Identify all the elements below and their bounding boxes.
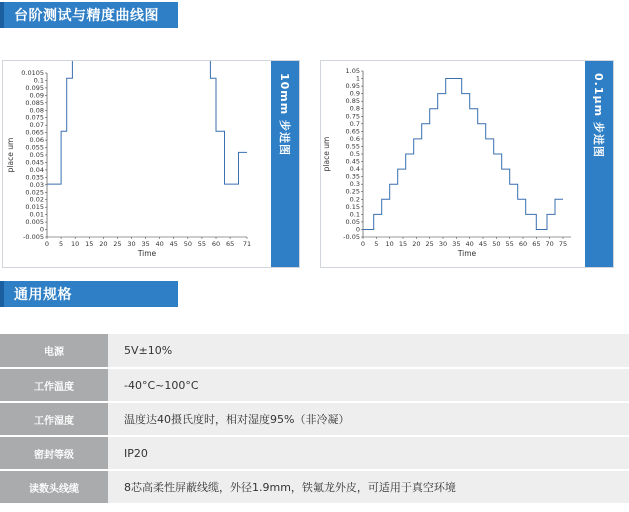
x-tick-label: 15	[398, 240, 408, 248]
y-tick-label: 0.075	[25, 113, 44, 122]
x-tick-label: 65	[532, 240, 541, 248]
chart-side-label: 0.1μm 步进图	[592, 73, 605, 158]
y-tick-label: 0.055	[25, 143, 44, 152]
x-tick-label: 40	[465, 240, 474, 248]
y-tick-label: 0.03	[29, 180, 44, 189]
y-tick-label: 0	[355, 225, 360, 234]
x-tick-label: 20	[412, 240, 421, 248]
y-tick-label: 0.25	[345, 187, 360, 196]
y-tick-label: 0.95	[345, 82, 360, 91]
y-tick-label: 0.8	[349, 104, 360, 113]
x-tick-label: 15	[85, 240, 94, 248]
y-tick-label: 0.7	[349, 119, 360, 128]
y-tick-label: 1	[355, 74, 360, 83]
x-axis-label: Time	[457, 249, 477, 258]
x-tick-label: 50	[183, 240, 192, 248]
y-tick-label: 0.025	[25, 188, 44, 197]
x-tick-label: 10	[71, 240, 80, 248]
x-tick-label: 71	[242, 240, 252, 248]
y-tick-label: 0.4	[349, 165, 360, 174]
y-tick-label: 0.3	[349, 180, 360, 189]
y-tick-label: -0.005	[23, 233, 44, 241]
y-tick-label: 0.2	[349, 195, 360, 204]
spec-label: 工作温度	[0, 368, 108, 402]
spec-table	[0, 334, 629, 505]
y-tick-label: 0.07	[29, 121, 44, 130]
x-tick-label: 45	[478, 240, 488, 248]
y-tick-label: 0.05	[345, 217, 360, 226]
y-tick-label: 0.01	[29, 210, 44, 219]
y-tick-label: 0.005	[25, 218, 44, 227]
y-tick-label: 0	[39, 225, 44, 234]
y-tick-label: 0.6	[349, 134, 360, 143]
y-tick-label: 0.045	[25, 158, 44, 167]
spec-label: 读数头线缆	[0, 470, 108, 504]
chart-card-01um	[320, 60, 614, 268]
x-tick-label: 0	[44, 240, 50, 248]
spec-value: 温度达40摄氏度时，相对湿度95%（非冷凝）	[108, 402, 629, 436]
y-tick-label: 0.06	[29, 136, 44, 145]
series-line	[47, 61, 247, 184]
y-tick-label: 0.9	[349, 89, 360, 98]
y-axis-label: place um	[6, 137, 15, 173]
table-row	[0, 436, 629, 470]
x-tick-label: 55	[505, 240, 514, 248]
spec-value: -40°C~100°C	[108, 368, 629, 402]
y-tick-label: 0.05	[29, 151, 44, 159]
table-row	[0, 470, 629, 504]
y-tick-label: 0.55	[345, 142, 360, 151]
chart-side-label-bar	[585, 61, 613, 267]
x-tick-label: 25	[113, 240, 122, 248]
x-tick-label: 20	[99, 240, 108, 248]
y-tick-label: 0.02	[29, 195, 44, 204]
spec-label: 工作湿度	[0, 402, 108, 436]
spec-label: 密封等级	[0, 436, 108, 470]
x-tick-label: 65	[225, 240, 235, 248]
spec-value: 8芯高柔性屏蔽线缆，外径1.9mm，铁氟龙外皮，可适用于真空环境	[108, 470, 629, 504]
spec-value: IP20	[108, 436, 629, 470]
chart-side-label: 10mm 步进图	[278, 73, 291, 157]
spec-value: 5V±10%	[108, 334, 629, 368]
x-tick-label: 45	[169, 240, 178, 248]
y-tick-label: 0.085	[25, 98, 44, 107]
chart-01um-step	[321, 61, 587, 269]
x-tick-label: 25	[425, 240, 434, 248]
y-tick-label: 0.65	[345, 127, 360, 136]
table-row	[0, 368, 629, 402]
y-tick-label: 0.09	[29, 91, 44, 100]
chart-10mm-step	[3, 61, 273, 269]
y-tick-label: -0.05	[343, 233, 360, 241]
spec-label: 电源	[0, 334, 108, 368]
y-tick-label: 0.065	[25, 128, 44, 137]
section-header-spec	[0, 281, 178, 307]
x-tick-label: 30	[127, 240, 136, 248]
y-tick-label: 0.095	[25, 83, 44, 92]
section-title-curves: 台阶测试与精度曲线图	[14, 8, 159, 24]
y-tick-label: 0.015	[25, 203, 44, 212]
section-header-curves	[0, 2, 178, 28]
x-tick-label: 0	[360, 240, 366, 248]
y-tick-label: 0.5	[349, 150, 360, 158]
table-row	[0, 402, 629, 436]
y-tick-label: 0.45	[345, 157, 360, 166]
y-tick-label: 0.75	[345, 112, 360, 121]
section-title-spec: 通用规格	[14, 287, 72, 303]
x-tick-label: 40	[155, 240, 164, 248]
y-tick-label: 0.035	[25, 173, 44, 182]
y-tick-label: 0.08	[29, 106, 44, 115]
table-row	[0, 334, 629, 368]
y-tick-label: 0.15	[345, 202, 360, 211]
series-line	[363, 79, 563, 230]
x-tick-label: 60	[211, 240, 221, 248]
x-tick-label: 70	[545, 240, 554, 248]
x-tick-label: 30	[438, 240, 448, 248]
y-tick-label: 0.04	[29, 165, 44, 174]
x-tick-label: 35	[452, 240, 461, 248]
x-axis-label: Time	[137, 249, 157, 258]
x-tick-label: 5	[59, 240, 64, 248]
x-tick-label: 55	[197, 240, 207, 248]
chart-card-10mm	[2, 60, 300, 268]
y-tick-label: 0.35	[345, 172, 360, 181]
x-tick-label: 5	[374, 240, 379, 248]
x-tick-label: 50	[492, 240, 501, 248]
y-tick-label: 0.85	[345, 97, 360, 106]
chart-side-label-bar	[271, 61, 299, 267]
y-tick-label: 1.05	[345, 67, 360, 75]
x-tick-label: 60	[518, 240, 528, 248]
y-tick-label: 0.0105	[21, 69, 44, 77]
x-tick-label: 75	[558, 240, 568, 248]
y-tick-label: 0.1	[33, 76, 44, 85]
x-tick-label: 35	[141, 240, 150, 248]
y-tick-label: 0.1	[349, 210, 360, 219]
y-axis-label: place um	[322, 136, 331, 172]
x-tick-label: 10	[385, 240, 394, 248]
